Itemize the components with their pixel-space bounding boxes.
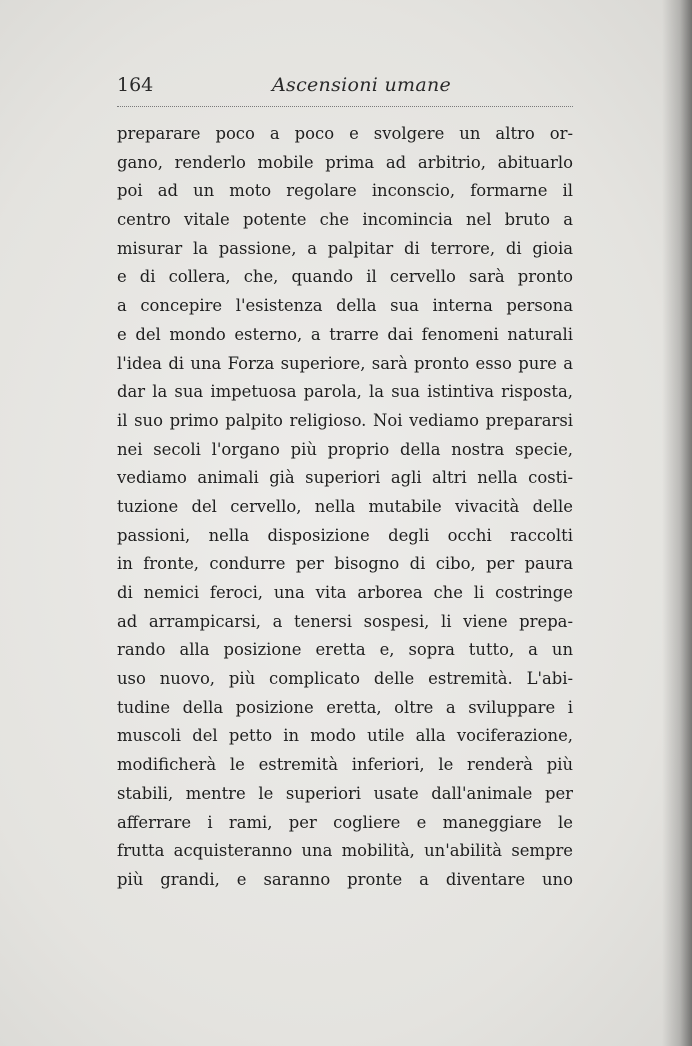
text-line: più grandi, e saranno pronte a diventare uno — [117, 869, 573, 889]
text-line: di nemici feroci, una vita arborea che li costringe — [117, 583, 573, 602]
text-line: a concepire l'esistenza della sua interna persona — [117, 296, 573, 316]
text-line: uso nuovo, più complicato delle estremità. L'abi- — [117, 669, 573, 689]
text-line: passioni, nella disposizione degli occhi raccolti — [117, 525, 573, 545]
running-title: Ascensioni umane — [272, 74, 452, 96]
text-line: vediamo animali già superiori agli altri nella costi- — [117, 468, 573, 488]
text-line: stabili, mentre le superiori usate dall'animale per — [117, 783, 573, 803]
text-line: misurar la passione, a palpitar di terrore, di gioia — [117, 238, 573, 258]
text-line: afferrare i rami, per cogliere e maneggiare le — [117, 812, 573, 832]
text-line: preparare poco a poco e svolgere un altro or- — [117, 124, 573, 143]
header-rule — [117, 106, 573, 107]
text-line: frutta acquisteranno una mobilità, un'abilità sempre — [117, 841, 573, 861]
text-line: nei secoli l'organo più proprio della nostra specie, — [117, 439, 573, 459]
text-line: tuzione del cervello, nella mutabile vivacità delle — [117, 496, 573, 516]
text-line: gano, renderlo mobile prima ad arbitrio, abituarlo — [117, 152, 573, 172]
page-header — [117, 74, 573, 102]
page-edge-shadow — [662, 0, 692, 1046]
text-line: centro vitale potente che incomincia nel bruto a — [117, 210, 573, 230]
text-line: poi ad un moto regolare inconscio, formarne il — [117, 181, 573, 201]
text-line: e del mondo esterno, a trarre dai fenomeni naturali — [117, 324, 573, 344]
text-line: e di collera, che, quando il cervello sarà pronto — [117, 267, 573, 287]
text-line: muscoli del petto in modo utile alla vociferazione, — [117, 726, 573, 746]
text-line: tudine della posizione eretta, oltre a sviluppare i — [117, 697, 573, 717]
body-text — [117, 120, 573, 895]
page-number: 164 — [117, 74, 154, 96]
text-line: in fronte, condurre per bisogno di cibo, per paura — [117, 554, 573, 574]
text-line: ad arrampicarsi, a tenersi sospesi, li viene prepa- — [117, 611, 573, 631]
text-line: il suo primo palpito religioso. Noi vediamo prepararsi — [117, 410, 573, 430]
text-line: l'idea di una Forza superiore, sarà pronto esso pure a — [117, 353, 573, 373]
text-line: dar la sua impetuosa parola, la sua istintiva risposta, — [117, 382, 573, 402]
text-line: rando alla posizione eretta e, sopra tutto, a un — [117, 640, 573, 660]
text-line: modificherà le estremità inferiori, le renderà più — [117, 755, 573, 775]
